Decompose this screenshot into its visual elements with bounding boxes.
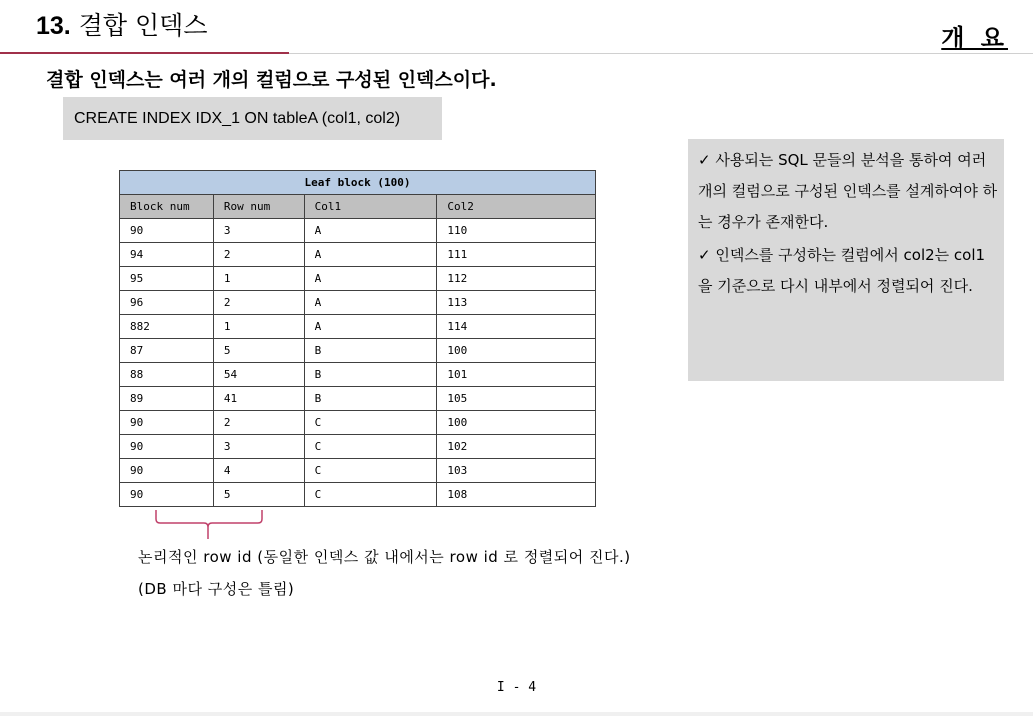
page-number: I - 4 <box>496 680 537 695</box>
table-cell: 90 <box>120 219 214 243</box>
table-cell: A <box>304 291 437 315</box>
table-row <box>120 483 596 507</box>
table-cell: 103 <box>437 459 596 483</box>
title-number: 13. <box>36 12 71 40</box>
table-cell: 4 <box>213 459 304 483</box>
table-cell: 41 <box>213 387 304 411</box>
table-cell: 5 <box>213 483 304 507</box>
footer-rule <box>0 712 1033 716</box>
table-row <box>120 411 596 435</box>
rowid-note: 논리적인 row id (동일한 인덱스 값 내에서는 row id 로 정렬되어 진다.) <box>138 548 631 566</box>
table-cell: 2 <box>213 291 304 315</box>
table-cell: A <box>304 267 437 291</box>
table-cell: 113 <box>437 291 596 315</box>
table-caption: Leaf block (100) <box>120 171 596 195</box>
table-cell: 111 <box>437 243 596 267</box>
table-cell: 3 <box>213 435 304 459</box>
table-cell: A <box>304 243 437 267</box>
table-row <box>120 387 596 411</box>
table-cell: C <box>304 459 437 483</box>
table-cell: 90 <box>120 459 214 483</box>
table-cell: 2 <box>213 243 304 267</box>
table-cell: C <box>304 411 437 435</box>
leaf-block-table <box>119 170 596 507</box>
table-cell: 54 <box>213 363 304 387</box>
subtitle: 결합 인덱스는 여러 개의 컬럼으로 구성된 인덱스이다. <box>46 69 497 91</box>
column-header: Col1 <box>304 195 437 219</box>
column-header: Col2 <box>437 195 596 219</box>
column-header: Block num <box>120 195 214 219</box>
table-cell: 94 <box>120 243 214 267</box>
table-cell: 89 <box>120 387 214 411</box>
table-cell: 90 <box>120 483 214 507</box>
table-cell: 96 <box>120 291 214 315</box>
table-cell: 2 <box>213 411 304 435</box>
table-cell: 100 <box>437 411 596 435</box>
table-cell: 110 <box>437 219 596 243</box>
table-cell: B <box>304 387 437 411</box>
table-cell: 1 <box>213 315 304 339</box>
table-cell: 5 <box>213 339 304 363</box>
note-item: ✓ 사용되는 SQL 문들의 분석을 통하여 여러 개의 컬럼으로 구성된 인덱스를 설계하여야 하는 경우가 존재한다. <box>698 151 998 231</box>
table-cell: 101 <box>437 363 596 387</box>
table-row <box>120 459 596 483</box>
table-cell: 1 <box>213 267 304 291</box>
title-text: 결합 인덱스 <box>78 11 208 40</box>
table-cell: 3 <box>213 219 304 243</box>
table-cell: 112 <box>437 267 596 291</box>
column-header: Row num <box>213 195 304 219</box>
page-title <box>36 6 207 42</box>
table-cell: 882 <box>120 315 214 339</box>
table-cell: C <box>304 435 437 459</box>
code-text: CREATE INDEX IDX_1 ON tableA (col1, col2) <box>74 109 401 127</box>
table-cell: 108 <box>437 483 596 507</box>
table-cell: A <box>304 219 437 243</box>
table-cell: 105 <box>437 387 596 411</box>
brace-icon <box>154 508 266 542</box>
table-body <box>120 219 596 507</box>
table-row <box>120 435 596 459</box>
table-cell: 87 <box>120 339 214 363</box>
note-box <box>688 139 1004 381</box>
table-row <box>120 219 596 243</box>
table-cell: 114 <box>437 315 596 339</box>
db-note: (DB 마다 구성은 틀림) <box>138 580 295 598</box>
title-underline <box>0 52 289 54</box>
table-cell: 95 <box>120 267 214 291</box>
table-row <box>120 243 596 267</box>
note-item: ✓ 인덱스를 구성하는 컬럼에서 col2는 col1 을 기준으로 다시 내부에서 정렬되어 진다. <box>698 246 986 295</box>
table-cell: 102 <box>437 435 596 459</box>
table-row <box>120 339 596 363</box>
table-row <box>120 315 596 339</box>
table-cell: B <box>304 339 437 363</box>
code-box <box>63 97 442 140</box>
table-cell: B <box>304 363 437 387</box>
table-cell: 90 <box>120 411 214 435</box>
title-rule <box>289 53 1033 54</box>
table-cell: 88 <box>120 363 214 387</box>
table-row <box>120 291 596 315</box>
table-cell: A <box>304 315 437 339</box>
table-row <box>120 267 596 291</box>
table-cell: 90 <box>120 435 214 459</box>
table-row <box>120 363 596 387</box>
overview-label: 개 요 <box>941 24 1008 52</box>
table-cell: 100 <box>437 339 596 363</box>
table-cell: C <box>304 483 437 507</box>
